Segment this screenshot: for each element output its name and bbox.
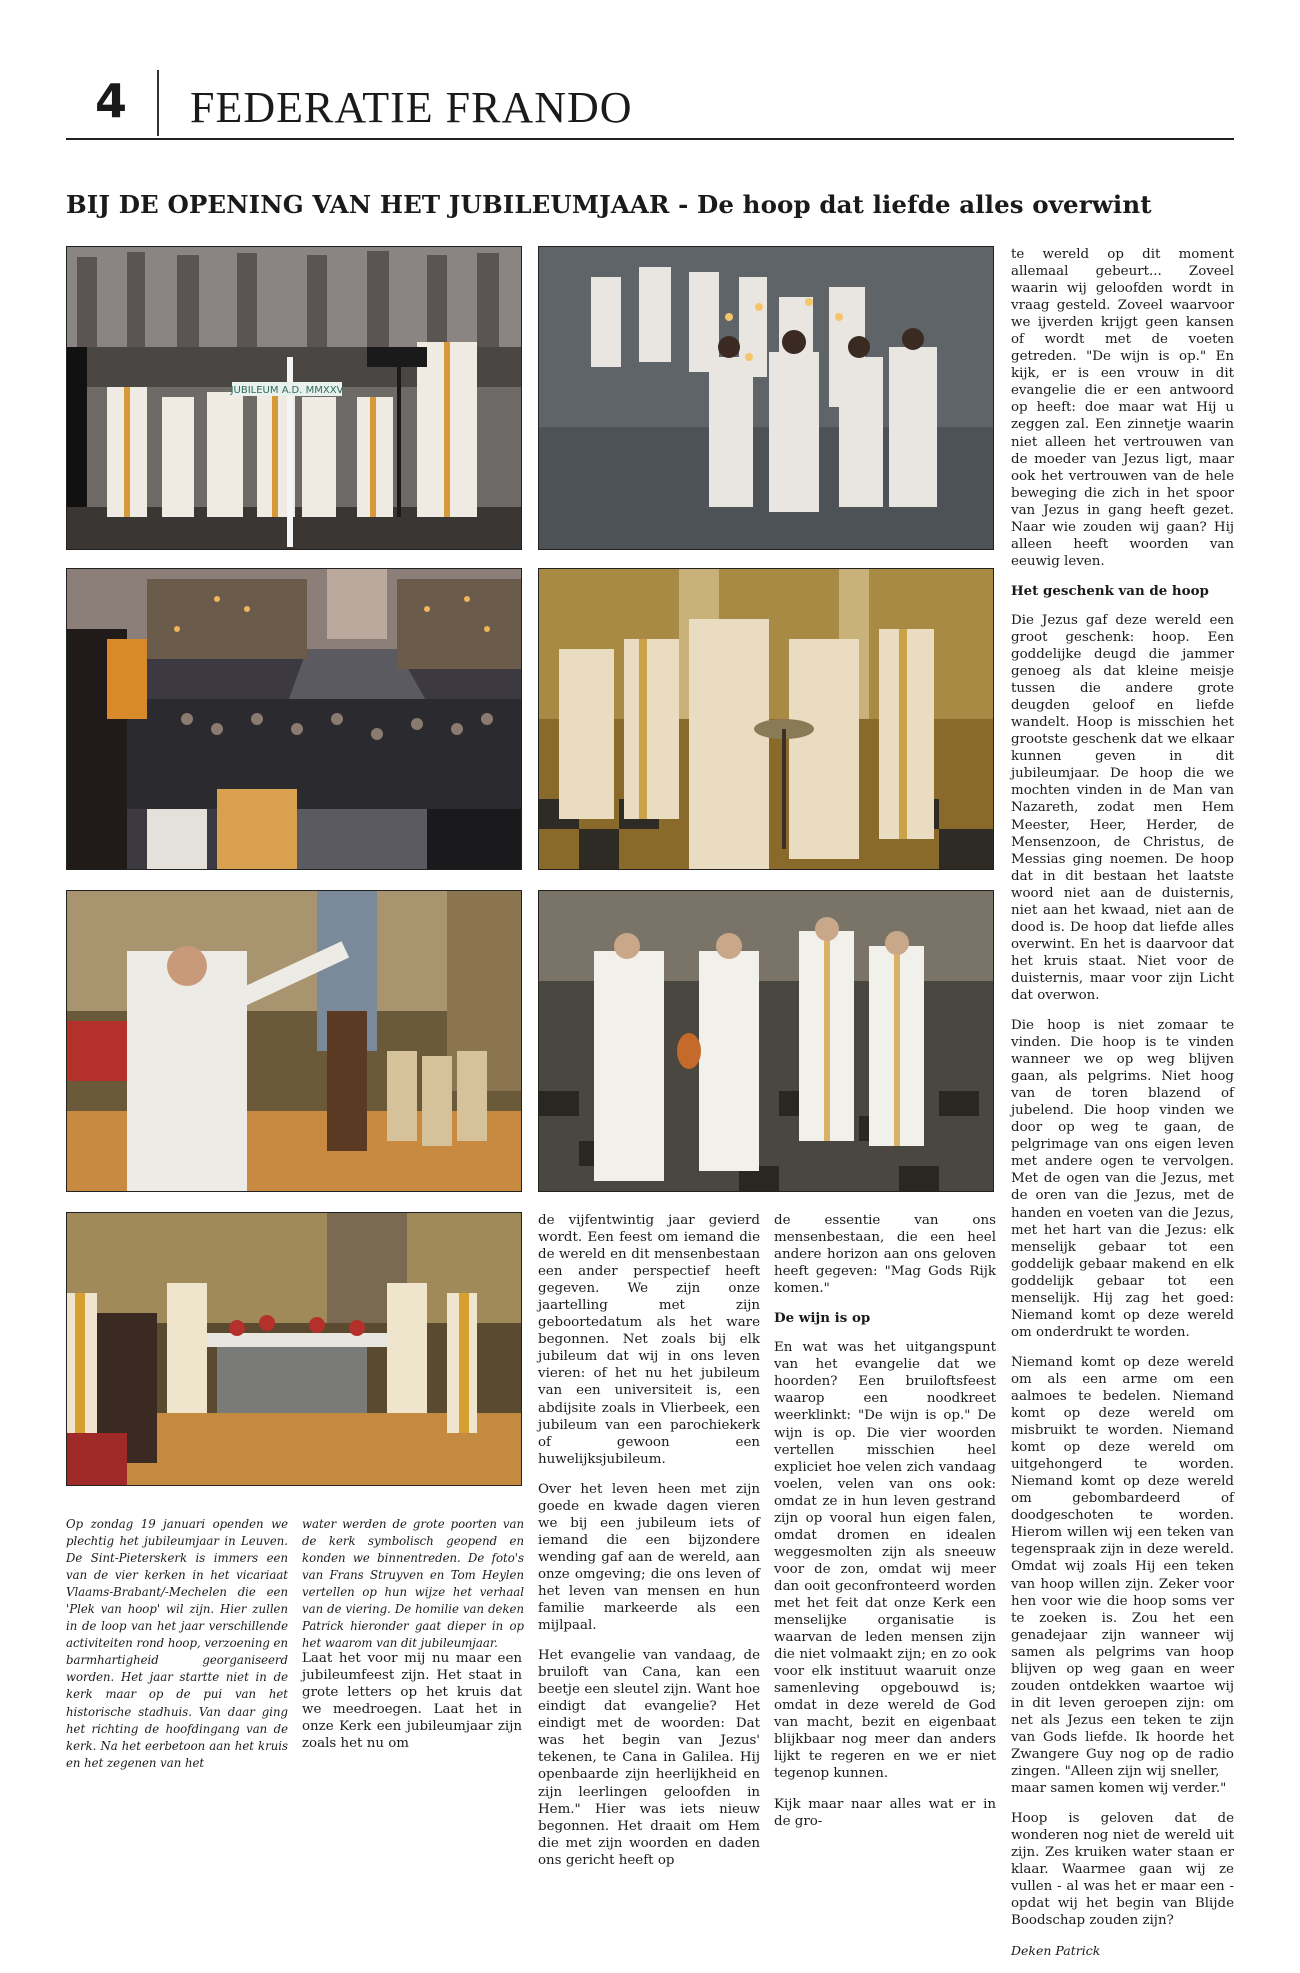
paragraph: Die hoop is niet zomaar te vinden. Die hoop is te vinden wanneer we op weg blijven gaan, als pelgrims. Niet hoog van de toren blazend of jubelend. Die hoop vinden we door op weg te gaan, de pelgrimage van ons eigen leven met andere ogen te vervolgen. Met de ogen van die Jezus, met de oren van die Jezus, met de handen en voeten van die Jezus, met het hart van die Jezus: elk menselijk gebaar tot een goddelijk gebaar makend en elk goddelijk gebaar tot een menselijk. Hij zag het goed: Niemand komt op deze wereld om onderdrukt te worden. (1011, 1018, 1234, 1340)
page-number: 4 (95, 74, 128, 128)
paragraph: maar samen komen wij verder." (1011, 1781, 1227, 1797)
paragraph: Hoop is geloven dat de wonderen nog niet de wereld uit zijn. Zes kruiken water staan er klaar. Waarmee gaan wij ze vullen - al was het er maar een - opdat wij het begin van Blijde Boodschap zouden zijn? (1011, 1811, 1234, 1929)
photo-town-hall-opening (66, 246, 522, 550)
paragraph: de vijfentwintig jaar gevierd wordt. Een feest om iemand die de wereld en dit mensenbestaan een ander perspectief heeft gegeven. We zijn onze jaartelling met zijn geboortedatum als het ware begonnen. Net zoals bij elk jubileum dat wij in ons leven vieren: of het nu het jubileum van een universiteit is, een abdijsite zoals in Vlierbeek, een jubileum van een parochiekerk of gewoon een huwelijksjubileum. (538, 1213, 760, 1467)
photo-procession-interior (538, 890, 994, 1192)
paragraph: Niemand komt op deze wereld om als een arme om een aalmoes te bedelen. Niemand komt op deze wereld om misbruikt te worden. Niemand komt op deze wereld om uitgehongerd te worden. Niemand komt op deze wereld om gebombardeerd of doodgeschoten te worden. Hierom willen wij een teken van tegenspraak zijn in deze wereld. Omdat wij zoals Hij een teken van hoop willen zijn. Zeker voor hen voor wie die hoop soms ver te zoeken is. Zou het een genadejaar zijn wanneer wij samen als pelgrims van hoop blijven op weg gaan en weer zouden ontdekken waartoe wij in dit leven geroepen zijn: om net als Jezus een teken te zijn van Gods liefde. Ik hoorde het Zwangere Guy nog op de radio zingen. "Alleen zijn wij sneller, (1011, 1354, 1234, 1780)
article-column-1 (302, 1650, 522, 1765)
article-column-4 (1011, 246, 1234, 1973)
article-column-3 (774, 1212, 996, 1843)
paragraph: de essentie van ons mensenbestaan, die een heel andere horizon aan ons geloven heeft gegeven: "Mag Gods Rijk komen." (774, 1213, 996, 1297)
subheading: Het geschenk van de hoop (1011, 582, 1209, 599)
photo-crowd-street (66, 568, 522, 870)
intro-caption-left: Op zondag 19 januari openden we plechtig het jubileumjaar in Leuven. De Sint-Pieterskerk is immers een van de vier kerken in het vicariaat Vlaams-Brabant/-Mechelen die een 'Plek van hoop' wil zijn. Hier zullen in de loop van het jaar verschillende activiteiten rond hoop, verzoening en barmhartigheid georganiseerd worden. Het jaar startte niet in de kerk maar op de pui van het historische stadhuis. Van daar ging het richting de hoofdingang van de kerk. Na het eerbetoon aan het kruis en het zegenen van het (66, 1517, 289, 1770)
author-signature: Deken Patrick (1011, 1943, 1101, 1959)
photo-homily (66, 890, 522, 1192)
subheading: De wijn is op (774, 1310, 871, 1327)
paragraph: te wereld op dit moment allemaal gebeurt... Zoveel waarin wij geloofden wordt in vraag gesteld. Zoveel waarvoor we ijverden krijgt geen kansen of wordt met de voeten getreden. "De wijn is op." En kijk, er is een vrouw in dit evangelie die er een antwoord op heeft: doe maar wat Hij u zeggen zal. Een zinnetje waarin niet alleen het vertrouwen van de moeder van Jezus ligt, maar ook het vertrouwen van de hele beweging die zich in het spoor van Jezus in gang heeft gezet. Naar wie zouden wij gaan? Hij alleen heeft woorden van eeuwig leven. (1011, 247, 1234, 569)
photo-altar-celebration (66, 1212, 522, 1486)
header-rule (66, 138, 1234, 140)
paragraph: Kijk maar naar alles wat er in de gro- (774, 1796, 996, 1829)
paragraph: Die Jezus gaf deze wereld een groot geschenk: hoop. Een goddelijke deugd die jammer genoeg als dat kleine meisje tussen die andere grote deugden geloof en liefde wandelt. Hoop is misschien het grootste geschenk dat we elkaar kunnen geven in dit jubileumjaar. De hoop die we mochten vinden in de Man van Nazareth, zodat men Hem Meester, Heer, Herder, de Mensenzoon, de Christus, de Messias ging noemen. De hoop dat in dit bestaan het laatste woord niet aan de duisternis, niet aan het kwaad, niet aan de dood is. De hoop dat liefde alles overwint. En het is daarvoor dat het kruis staat. Niet voor de duisternis, maar voor zijn Licht dat overwon. (1011, 612, 1234, 1003)
paragraph: En wat was het uitgangspunt van het evangelie dat we hoorden? Een bruiloftsfeest waarop een noodkreet weerklinkt: "De wijn is op." De wijn is op. Die vier woorden vertellen misschien heel expliciet hoe velen zich vandaag voelen, velen van ons ook: omdat ze in hun leven gestrand zijn op vooral hun eigen falen, omdat dromen en idealen weggesmolten zijn als sneeuw voor de zon, omdat wij meer dan ooit geconfronteerd worden met het feit dat onze Kerk een menselijke organisatie is waarvan de leden mensen zijn die niet volmaakt zijn; en zo ook voor elk instituut waaruit onze samenleving opgebouwd is; omdat in deze wereld de God van macht, bezit en eigenbaat blijkbaar nog meer dan anders lijkt te regeren en we er niet tegenop kunnen. (774, 1340, 996, 1782)
publication-title: FEDERATIE FRANDO (190, 83, 633, 132)
cross-sign-text: JUBILEUM A.D. MMXXV (230, 385, 344, 396)
photo-blessing-water (538, 568, 994, 870)
paragraph: Het evangelie van vandaag, de bruiloft van Cana, kan een beetje een sleutel zijn. Want hoe eindigt dat evangelie? Het eindigt met de woorden: Dat was het begin van Jezus' tekenen, te Cana in Galilea. Hij openbaarde zijn heerlijkheid en zijn leerlingen geloofden in Hem." Hier was iets nieuw begonnen. Het draait om Hem die met zijn woorden en daden ons gericht heeft op (538, 1648, 760, 1868)
photo-procession-square (538, 246, 994, 550)
paragraph: Over het leven heen met zijn goede en kwade dagen vieren we bij een jubileum iets of iemand die een bijzondere wending gaf aan de wereld, aan onze omgeving; die ons leven of het leven van mensen en hun familie markeerde als een mijlpaal. (538, 1481, 760, 1634)
intro-caption-right: water werden de grote poorten van de kerk symbolisch geopend en konden we binnentreden. De foto's van Frans Struyven en Tom Heylen vertellen op hun wijze het verhaal van de viering. De homilie van deken Patrick hieronder gaat dieper in op het waarom van dit jubileumjaar. (302, 1517, 524, 1651)
header-divider (157, 70, 159, 136)
article-column-2 (538, 1212, 760, 1882)
paragraph: Laat het voor mij nu maar een jubileumfeest zijn. Het staat in grote letters op het kruis dat we meedroegen. Laat het in onze Kerk een jubileumjaar zijn zoals het nu om (302, 1651, 522, 1752)
article-headline: BIJ DE OPENING VAN HET JUBILEUMJAAR - De hoop dat liefde alles overwint (66, 190, 1152, 219)
